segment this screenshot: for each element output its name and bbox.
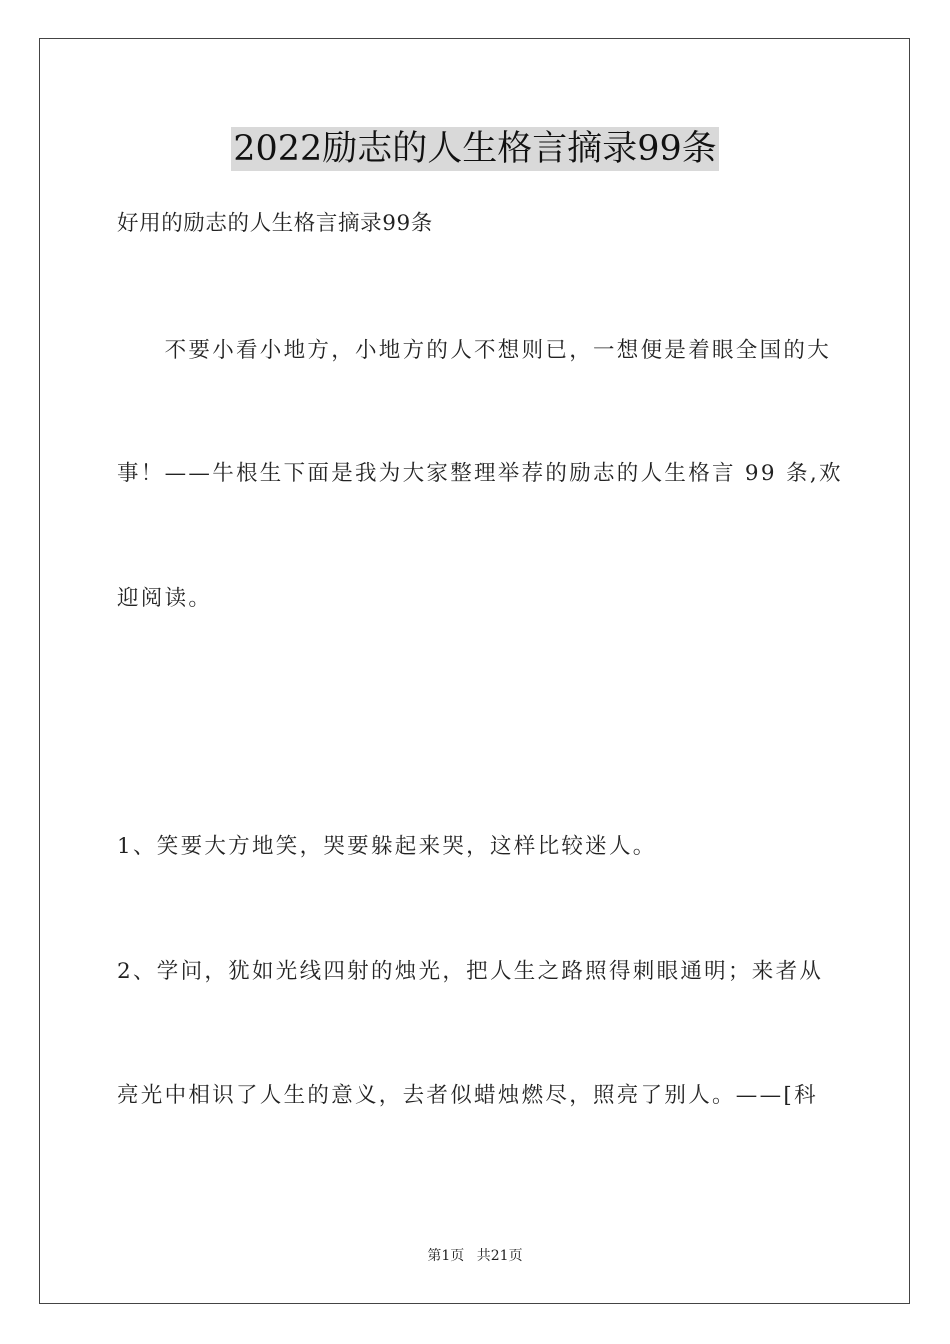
document-title: 2022励志的人生格言摘录99条: [233, 129, 717, 169]
title-container: [0, 127, 950, 171]
paragraph-line: 迎阅读。: [117, 586, 213, 611]
paragraph-line: 亮光中相识了人生的意义，去者似蜡烛燃尽，照亮了别人。——[科: [117, 1083, 818, 1108]
paragraph-line: 2、学问，犹如光线四射的烛光，把人生之路照得刺眼通明；来者从: [117, 959, 824, 984]
page-total: 共21页: [476, 1248, 523, 1264]
page-number: 第1页: [427, 1248, 465, 1264]
paragraph-line: 1、笑要大方地笑，哭要躲起来哭，这样比较迷人。: [117, 834, 657, 859]
paragraph-line: 事！——牛根生下面是我为大家整理举荐的励志的人生格言 99 条,欢: [117, 461, 843, 486]
page-footer: [0, 1247, 950, 1265]
document-subtitle: 好用的励志的人生格言摘录99条: [117, 211, 433, 236]
paragraph-line: 不要小看小地方，小地方的人不想则已，一想便是着眼全国的大: [117, 338, 832, 363]
